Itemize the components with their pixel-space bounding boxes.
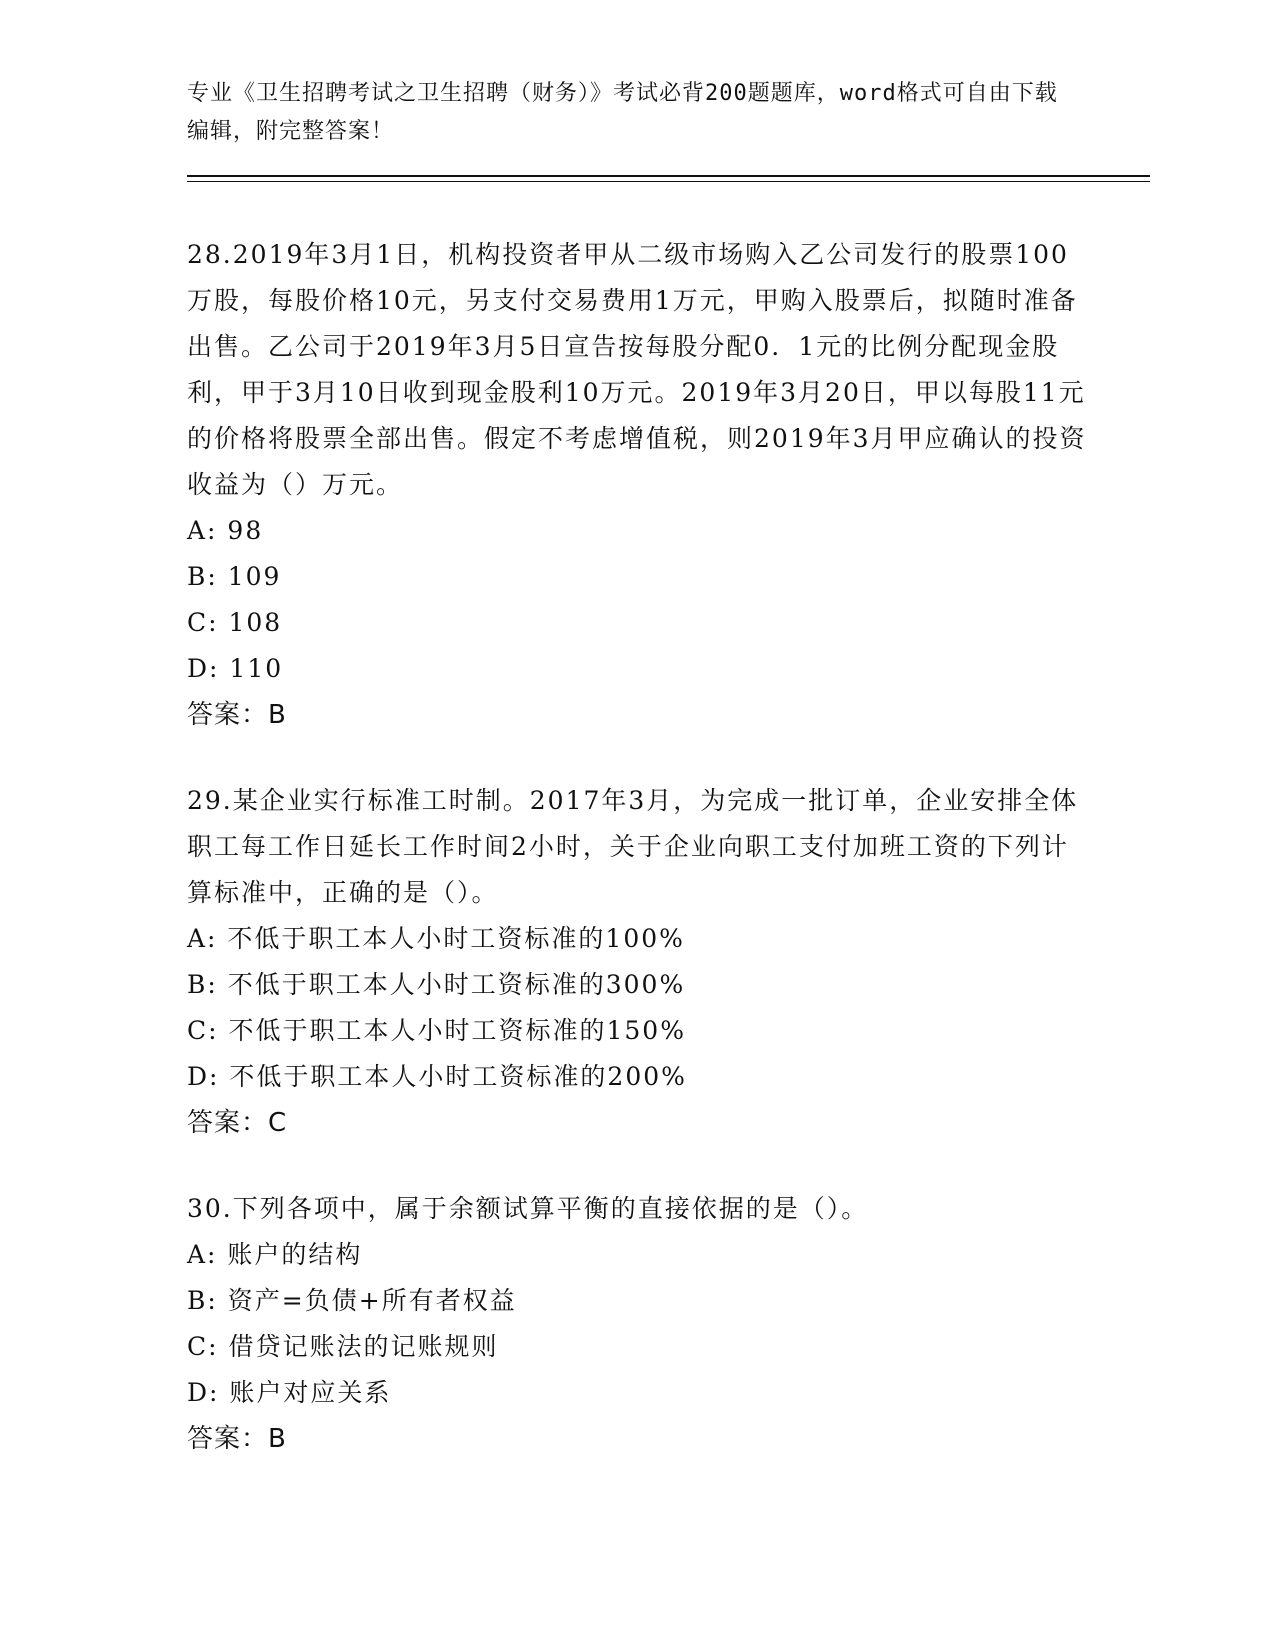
option-c: C: 借贷记账法的记账规则	[187, 1332, 499, 1361]
answer-line: 答案：C	[187, 1108, 288, 1138]
header-divider-thick	[187, 175, 1150, 177]
option-d: D: 不低于职工本人小时工资标准的200%	[187, 1062, 687, 1091]
question-30	[187, 1186, 1087, 1462]
question-text: 29.某企业实行标准工时制。2017年3月，为完成一批订单，企业安排全体职工每工作日延长工作时间2小时，关于企业向职工支付加班工资的下列计算标准中，正确的是（）。	[187, 786, 1079, 907]
answer-line: 答案：B	[187, 700, 287, 730]
question-text: 30.下列各项中，属于余额试算平衡的直接依据的是（）。	[187, 1194, 869, 1223]
question-29	[187, 778, 1087, 1146]
document-header: 专业《卫生招聘考试之卫生招聘（财务）》考试必背200题题库，word格式可自由下载编辑，附完整答案！	[187, 81, 1058, 144]
question-28	[187, 232, 1087, 738]
option-a: A: 账户的结构	[187, 1240, 363, 1269]
option-a: A: 98	[187, 516, 264, 545]
answer-line: 答案：B	[187, 1424, 287, 1454]
option-a: A: 不低于职工本人小时工资标准的100%	[187, 924, 685, 953]
option-d: D: 110	[187, 654, 284, 683]
option-b: B: 109	[187, 562, 282, 591]
option-b: B: 不低于职工本人小时工资标准的300%	[187, 970, 686, 999]
option-c: C: 不低于职工本人小时工资标准的150%	[187, 1016, 686, 1045]
question-text: 28.2019年3月1日，机构投资者甲从二级市场购入乙公司发行的股票100万股，每股价格10元，另支付交易费用1万元，甲购入股票后，拟随时准备出售。乙公司于2019年3月5日宣告按每股分配0．1元的比例分配现金股利，甲于3月10日收到现金股利10万元。2019年3月20日，甲以每股11元的价格将股票全部出售。假定不考虑增值税，则2019年3月甲应确认的投资收益为（）万元。	[187, 240, 1087, 499]
option-b: B: 资产=负债+所有者权益	[187, 1286, 517, 1315]
header-divider-thin	[187, 181, 1150, 182]
option-c: C: 108	[187, 608, 283, 637]
option-d: D: 账户对应关系	[187, 1378, 392, 1407]
